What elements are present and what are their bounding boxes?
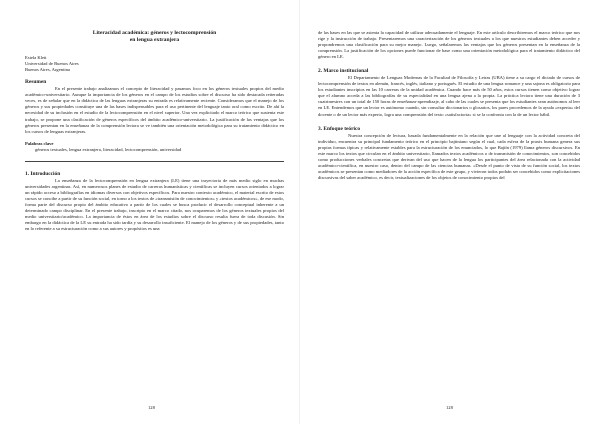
keywords-label: Palabras clave	[25, 140, 54, 146]
section-3-text: Nuestra concepción de lectura, basada fundamentalmente en la relación que une al lenguaje con la actividad concreta del individuo, encuentra su principal fundamento teórico en el principio bajtiniano según el cual, cada esfera de la praxis humana genera sus propias formas típicas y relativamente estables para la estructuración de los enunciados, lo que Bajtín (1979) llama géneros discursivos. En este marco los textos que circulan en el ámbito universitario, llamados textos académicos o de transmisión de conocimientos, son concebidos como producciones verbales concretas que derivan del uso que hacen de la lengua los participantes del área relacionada con la actividad académico-científica, en nuestro caso, dentro del campo de las ciencias humanas. «Desde el punto de vista de su función social, los textos académicos se presentan como mediadores de la acción específica de este grupo, y vivieron todos podrán ser concebidos como explicitaciones discursivas del saber académico, es decir, textualizaciones de los objetos de conocimiento propios del	[318, 132, 580, 180]
intro-heading: 1. Introducción	[25, 170, 61, 177]
continuation-text: de las bases en las que se asienta la capacidad de utilizar adecuadamente el lenguaje. En este artículo describiremos el marco teórico que nos rige y la instrucción de trabajo. Presentaremos una caracterización de los géneros textuales a los que nuestros estudiantes deben acceder y propondremos una clasificación para su mejor manejo. Luego, señalaremos las ventajas que los géneros presentan en la enseñanza de la comprensión. La justificación de los opciones puede funcionar de base como una orientación metodológica para el tratamiento didáctico del género en LE.	[318, 30, 580, 60]
page-number-left: 128	[148, 405, 155, 410]
page-number-right: 128	[446, 405, 453, 410]
author-name: Estela Klett	[25, 55, 47, 60]
right-page	[300, 0, 600, 424]
title-line-2: en lengua extranjera	[129, 37, 180, 43]
section-2-heading: 2. Marco institucional	[318, 68, 369, 75]
author-location: Buenos Aires, Argentina	[25, 67, 70, 73]
section-3-heading: 3. Enfoque teórico	[318, 125, 361, 132]
section-2-text: El Departamento de Lenguas Modernas de la Facultad de Filosofía y Letras (UBA) tiene a su cargo el dictado de cursos de lectocomprensión de textos en alemán, francés, inglés, italiano y portugués. El estudio de una lengua romance y una sajona es obligatorio para los estudiantes inscriptos en las 10 carreras de la unidad académica. Cuando hace más de 50 años, estos cursos tienen como objetivo lograr que el alumno acceda a las bibliografías de su especialidad en una lengua ajena a la propia. La práctica lectora tiene una duración de 3 cuatrimestres con un total de 150 horas de enseñanza-aprendizaje, al cabo de las cuales se presenta que los estudiantes sean autónomos al leer en LE. Entendemos que un lector es autónomo cuando, sin consultar diccionarios o glosarios, los pares procedemos de la ayuda «experta» del docente o de un lector más experto, logra una comprensión del texto «satisfactoria» si se la confronta con la de un lector hábil.	[318, 75, 580, 117]
abstract-heading: Resumen	[25, 79, 47, 86]
author-block	[25, 55, 284, 73]
title-line-1: Literacidad académica: géneros y lectocomprensión	[92, 30, 217, 36]
author-affiliation: Universidad de Buenos Aires	[25, 61, 79, 67]
article-title	[25, 30, 284, 44]
intro-text: La enseñanza de la lectocomprensión en lengua extranjera (LE) tiene una trayectoria de más medio siglo en muchas universidades argentinas. Así, en numerosos planes de estudio de carreras humanísticas y científicas se incluyen cursos orientados a lograr un rápido acceso a bibliografías en idiomas diversos con objetivos específicos. Para nuestro contexto académico, el material escrito de estos cursos se concibe a partir de su función social, en torno a los textos de «transmisión de conocimientos» y «textos académicos», de ese modo, forma parte del discurso propio del ámbito educativo a partir de los cuales se busca producir el desarrollo conceptual inherente a un determinado campo disciplinar. En el presente trabajo, inscripto en el marco citado, nos ocuparemos de los géneros textuales propios del medio universitario/académico. La importancia de éstos en área de los estudios sobre el discurso resulta fuera de toda discusión. Sin embargo en la didáctica de la LE su entrada ha sido tardía y su desarrollo insuficiente. El manejo de los géneros y de sus propiedades, tanto en lo referente a su estructuración como a sus autores y propósitos es una	[25, 177, 284, 232]
abstract-text: En el presente trabajo analizamos el concepto de literacidad y pasamos foco en los géneros textuales propios del medio académico-universitario. Aunque la importancia de los géneros en el campo de los estudios sobre el discurso ha sido destacada reiteradas veces, es de señalar que en la didáctica de las lenguas extranjeras su entrada es relativamente reciente. Consideramos que el manejo de los géneros y sus propiedades constituye una de las bases indispensables para el uso pertinente del lenguaje tanto oral como escrito. De ahí la necesidad de su inclusión en el estudio de la lectocomprensión en el nivel superior. Una vez explicitado el marco teórico que sustenta este trabajo, se propone una clasificación de géneros específicos del ámbito académico-universitario. La justificación de las ventajas que los géneros presentan en la enseñanza de la comprensión lectora se ve también una orientación metodológica para su tratamiento didáctico en los cursos de lenguas extranjeras.	[25, 86, 284, 134]
keywords-text: géneros textuales, lengua extranjera, literacidad, lectocomprensión, universidad	[35, 146, 182, 152]
section-divider	[25, 161, 284, 162]
